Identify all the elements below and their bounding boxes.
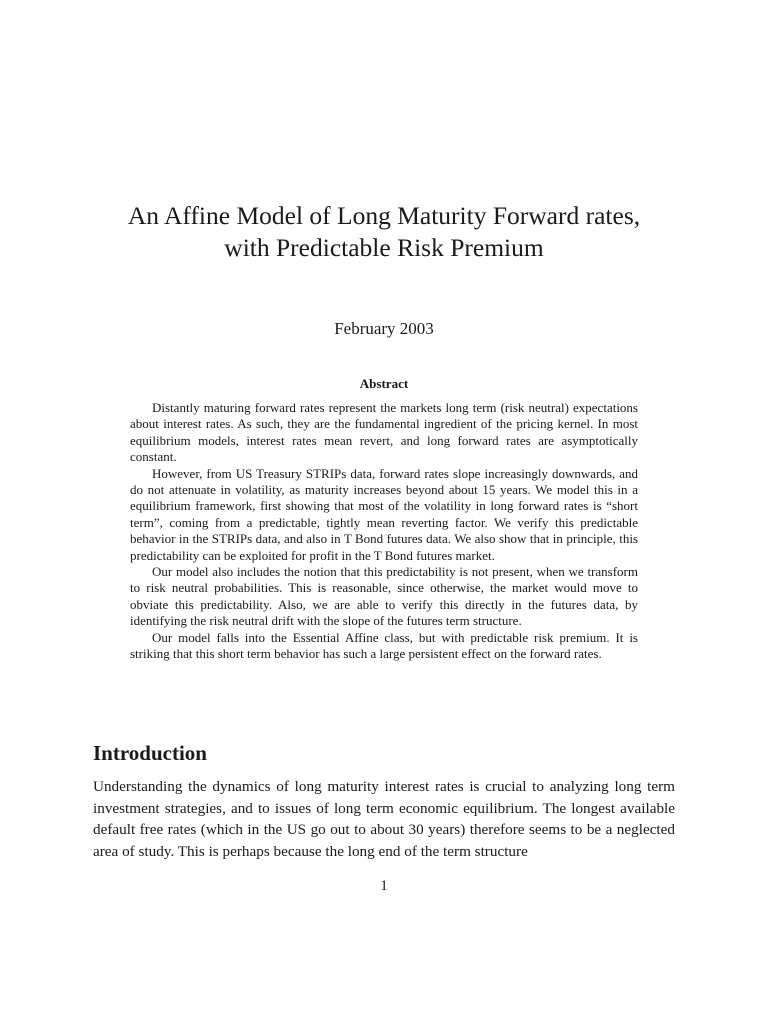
paper-title-line-2: with Predictable Risk Premium xyxy=(224,233,544,262)
section-heading-introduction: Introduction xyxy=(93,741,207,765)
paper-title xyxy=(0,200,768,264)
paper-date: February 2003 xyxy=(334,319,434,338)
page-number: 1 xyxy=(380,878,388,894)
abstract-body xyxy=(130,400,638,663)
abstract-paragraph-2: However, from US Treasury STRIPs data, forward rates slope increasingly downwards, and do not attenuate in volatility, as maturity increases beyond about 15 years. We model this in a equilibrium framework, first showing that most of the volatility in long forward rates is “short term”, coming from a predictable, tightly mean reverting factor. We verify this predictable behavior in the STRIPs data, and also in T Bond futures data. We also show that in principle, this predictability can be exploited for profit in the T Bond futures market. xyxy=(130,465,638,563)
abstract-paragraph-1: Distantly maturing forward rates represent the markets long term (risk neutral) expectations about interest rates. As such, they are the fundamental ingredient of the pricing kernel. In most equilibrium models, interest rates mean revert, and long forward rates are asymptotically constant. xyxy=(130,400,638,465)
abstract-paragraph-3: Our model also includes the notion that this predictability is not present, when we transform to risk neutral probabilities. This is reasonable, since otherwise, the market would move to obviate this predictability. Also, we are able to verify this directly in the futures data, by identifying the risk neutral drift with the slope of the futures term structure. xyxy=(130,564,638,629)
paper-title-line-1: An Affine Model of Long Maturity Forward rates, xyxy=(127,201,641,230)
abstract-paragraph-4: Our model falls into the Essential Affine class, but with predictable risk premium. It is striking that this short term behavior has such a large persistent effect on the forward rates. xyxy=(130,629,638,662)
introduction-paragraph: Understanding the dynamics of long maturity interest rates is crucial to analyzing long term investment strategies, and to issues of long term economic equilibrium. The longest available default free rates (which in the US go out to about 30 years) therefore seems to be a neglected area of study. This is perhaps because the long end of the term structure xyxy=(93,778,675,861)
abstract-heading: Abstract xyxy=(359,376,409,391)
